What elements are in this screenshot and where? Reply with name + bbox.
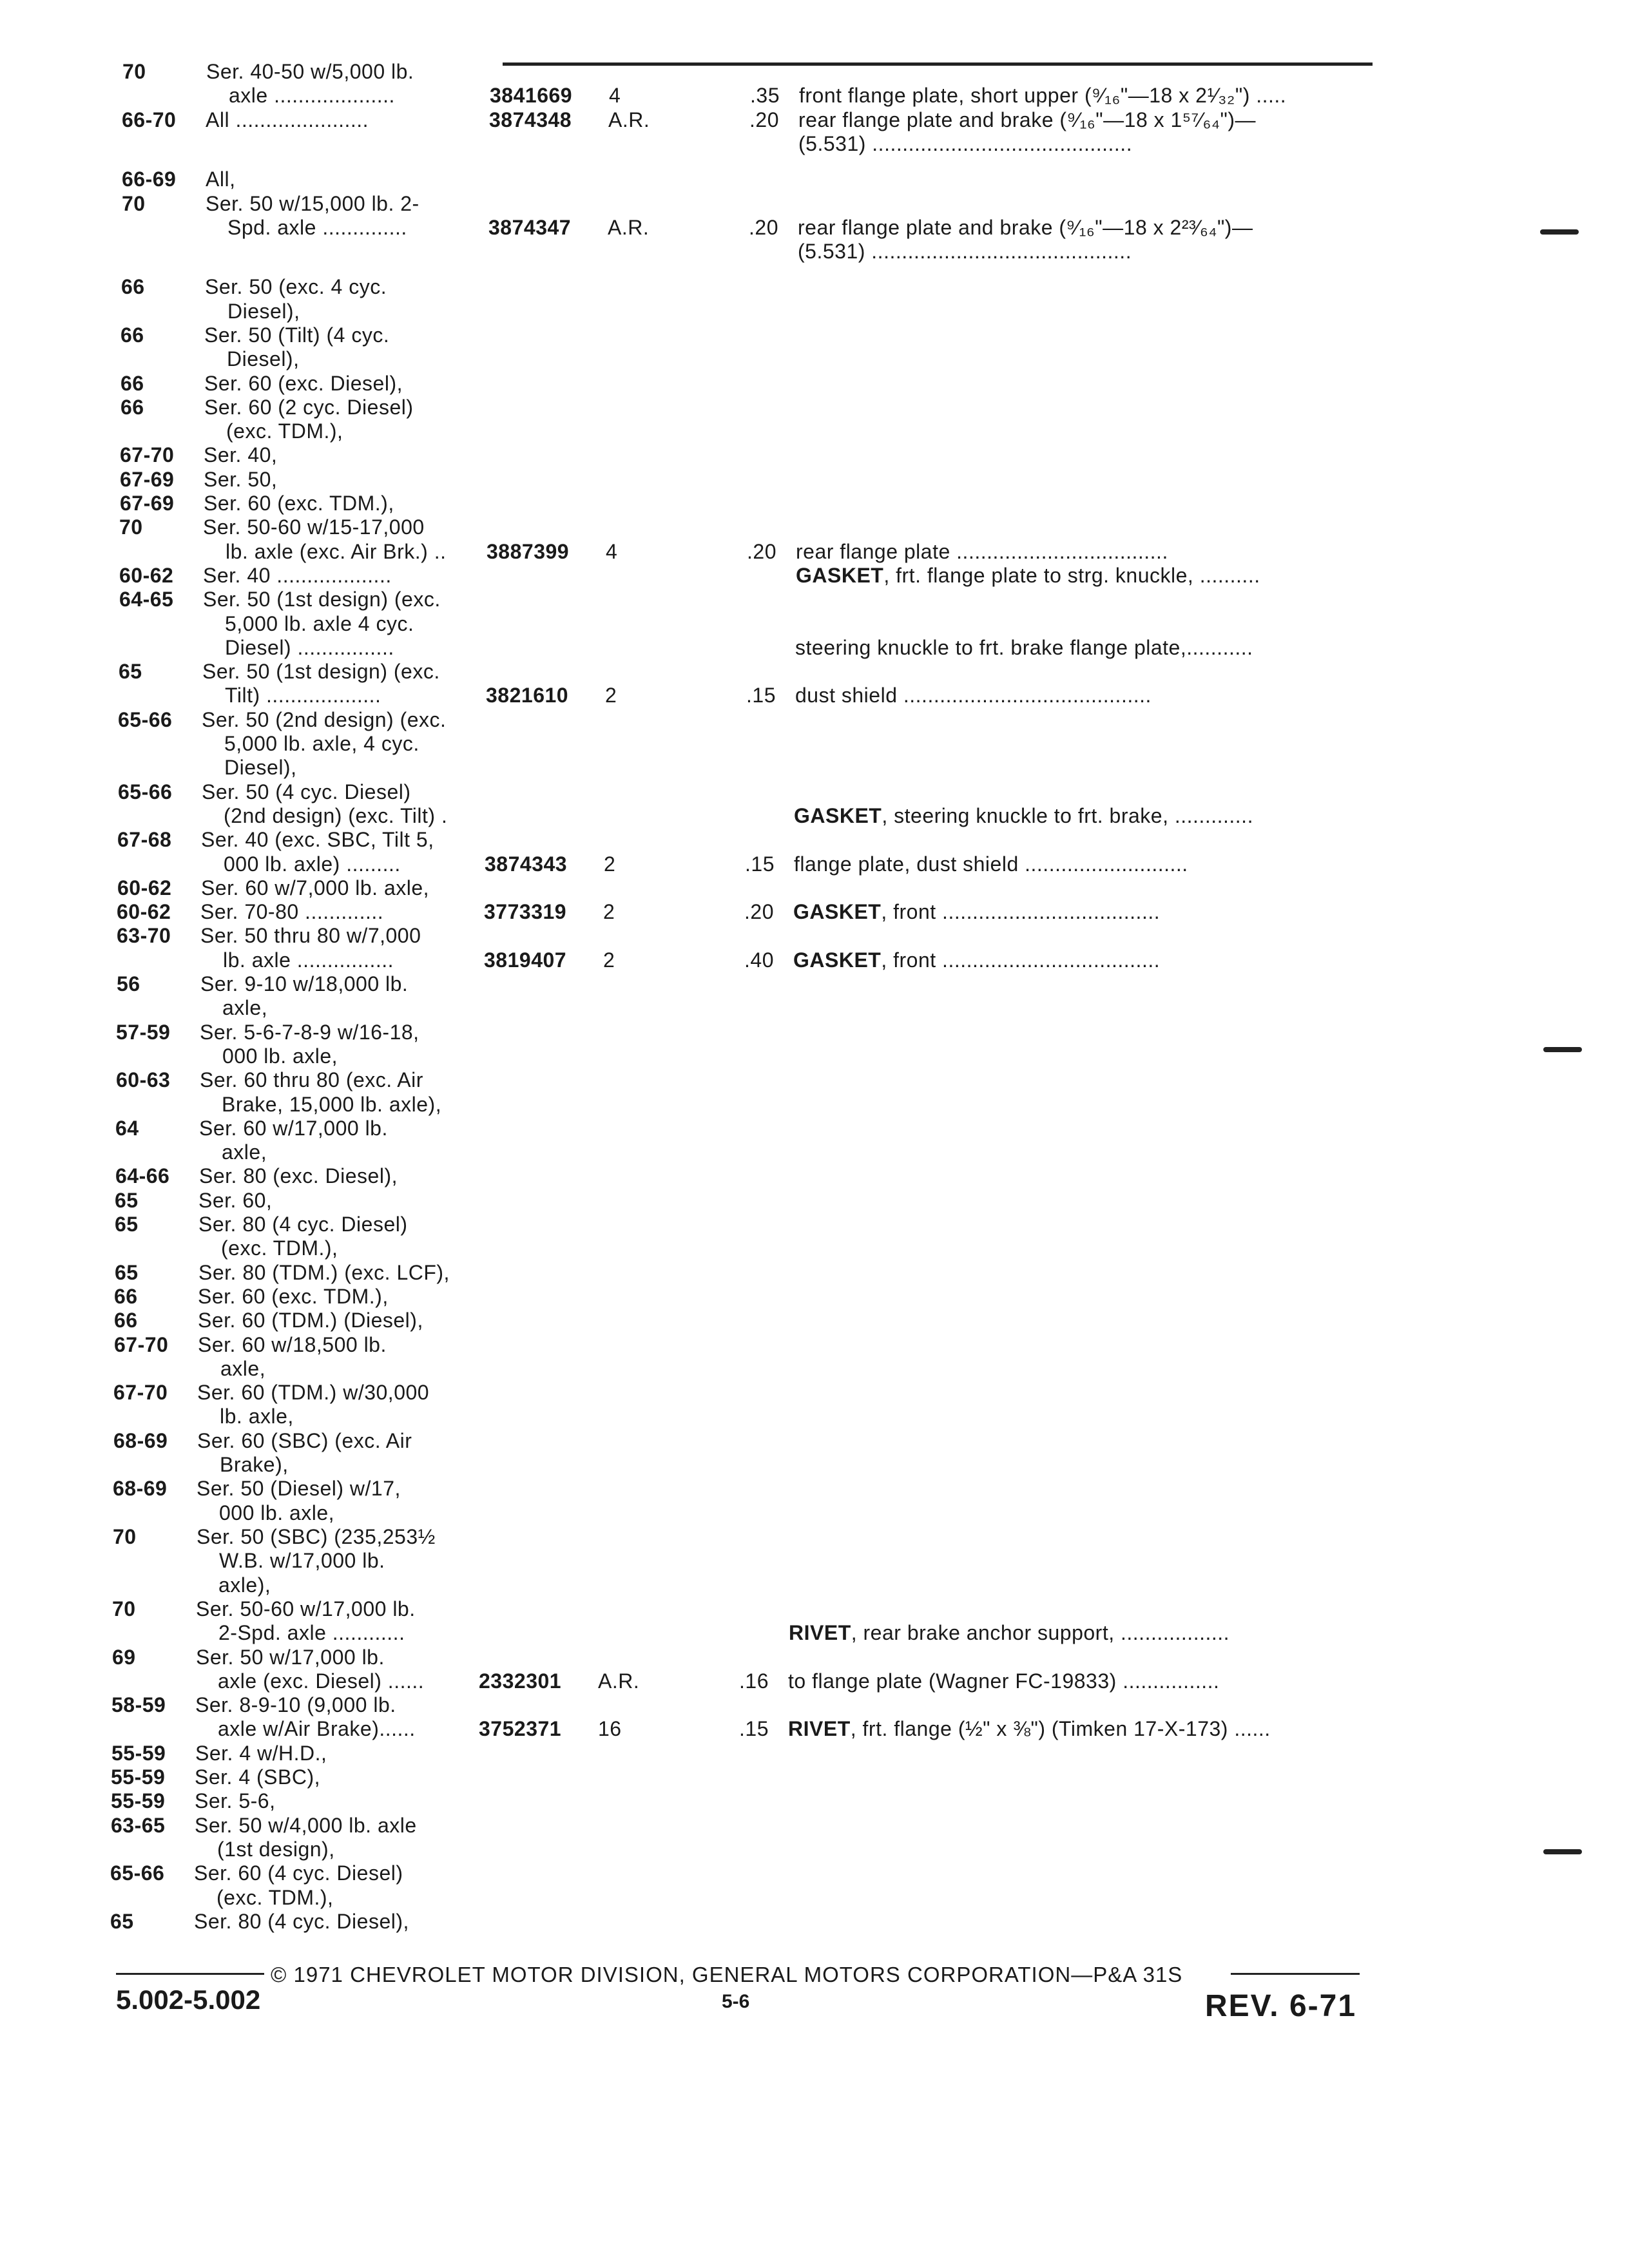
part-number: 3773319 <box>484 900 567 923</box>
table-row <box>0 1068 1629 1092</box>
table-row <box>0 900 1629 924</box>
table-row <box>0 1646 1629 1669</box>
model-year: 66-70 <box>122 108 177 131</box>
application: Diesel), <box>227 347 300 370</box>
model-year: 65 <box>115 1189 139 1212</box>
model-year: 65 <box>115 1213 139 1236</box>
part-keyword: GASKET <box>794 804 882 827</box>
application: Ser. 50 (SBC) (235,253½ <box>197 1525 436 1548</box>
table-row <box>0 396 1629 419</box>
model-year: 66 <box>114 1309 138 1332</box>
application: Ser. 40 (exc. SBC, Tilt 5, <box>201 828 434 851</box>
table-row <box>0 1405 1629 1428</box>
model-year: 66 <box>120 323 144 347</box>
application: Spd. axle .............. <box>227 216 407 239</box>
part-description: RIVET, rear brake anchor support, .................. <box>789 1621 1230 1644</box>
table-row <box>0 1189 1629 1213</box>
table-row <box>0 1453 1629 1477</box>
application: Ser. 40-50 w/5,000 lb. <box>206 60 414 83</box>
part-number: 3752371 <box>479 1717 562 1740</box>
application: axle .................... <box>229 84 395 107</box>
application: Ser. 50-60 w/17,000 lb. <box>196 1597 416 1620</box>
model-year: 66 <box>114 1285 138 1308</box>
application: Ser. 50 w/17,000 lb. <box>196 1646 385 1669</box>
footer-page-number: 5-6 <box>722 1991 750 2012</box>
application: Ser. 60 (TDM.) (Diesel), <box>198 1309 423 1332</box>
model-year: 60-63 <box>116 1068 171 1091</box>
table-row <box>0 240 1629 264</box>
table-row <box>0 948 1629 972</box>
model-year: 67-70 <box>113 1381 168 1404</box>
table-row <box>0 1549 1629 1573</box>
model-year: 65 <box>115 1261 139 1284</box>
application: Ser. 5-6-7-8-9 w/16-18, <box>200 1021 419 1044</box>
application: Ser. 60 w/17,000 lb. <box>199 1117 388 1140</box>
application: 000 lb. axle, <box>219 1501 335 1524</box>
application: Ser. 5-6, <box>195 1789 276 1812</box>
application: lb. axle, <box>220 1405 294 1428</box>
table-row <box>0 756 1629 780</box>
part-description: dust shield ......................................... <box>795 684 1152 707</box>
table-row <box>0 852 1629 876</box>
unit-price: .40 <box>744 948 774 972</box>
binding-mark <box>1540 229 1579 235</box>
table-row <box>0 168 1629 191</box>
part-description: (5.531) ........................................... <box>798 240 1132 263</box>
table-row <box>0 108 1629 132</box>
footer-copyright: © 1971 CHEVROLET MOTOR DIVISION, GENERAL MOTORS CORPORATION—P&A 31S <box>271 1963 1183 1986</box>
model-year: 57-59 <box>116 1021 171 1044</box>
application: Ser. 60 (TDM.) w/30,000 <box>197 1381 430 1404</box>
table-row <box>0 564 1629 588</box>
model-year: 68-69 <box>113 1477 168 1500</box>
table-row <box>0 1236 1629 1260</box>
application: All, <box>206 168 236 191</box>
table-row <box>0 1717 1629 1741</box>
model-year: 68-69 <box>113 1429 168 1452</box>
quantity: 2 <box>604 852 616 876</box>
table-row <box>0 216 1629 240</box>
table-row <box>0 1886 1629 1910</box>
table-row <box>0 1285 1629 1309</box>
table-row <box>0 323 1629 347</box>
unit-price: .20 <box>749 108 779 131</box>
table-row <box>0 1742 1629 1765</box>
application: Ser. 40, <box>204 443 278 466</box>
application: Ser. 40 ................... <box>203 564 392 587</box>
application: Ser. 50 w/4,000 lb. axle <box>195 1814 417 1837</box>
unit-price: .15 <box>739 1717 769 1740</box>
unit-price: .35 <box>750 84 780 107</box>
application: axle, <box>220 1357 266 1380</box>
part-number: 2332301 <box>479 1669 562 1693</box>
model-year: 70 <box>112 1597 136 1620</box>
table-row <box>0 804 1629 828</box>
application: Ser. 50 (1st design) (exc. <box>202 660 440 683</box>
table-row <box>0 1525 1629 1549</box>
table-row <box>0 468 1629 492</box>
model-year: 63-70 <box>117 924 171 947</box>
table-row <box>0 1357 1629 1381</box>
application: Ser. 70-80 ............. <box>200 900 384 923</box>
application: lb. axle (exc. Air Brk.) .. <box>226 540 447 563</box>
table-row <box>0 684 1629 707</box>
footer-section: 5.002-5.002 <box>116 1984 261 2015</box>
table-row <box>0 1140 1629 1164</box>
application: Ser. 4 w/H.D., <box>195 1742 327 1765</box>
table-row <box>0 1573 1629 1597</box>
table-row <box>0 612 1629 636</box>
table-row <box>0 924 1629 948</box>
part-number: 3819407 <box>484 948 567 972</box>
table-row <box>0 443 1629 467</box>
application: All ...................... <box>206 108 369 131</box>
quantity: 4 <box>609 84 621 107</box>
table-row <box>0 708 1629 732</box>
table-row <box>0 1429 1629 1453</box>
application: Ser. 9-10 w/18,000 lb. <box>200 972 409 995</box>
application: W.B. w/17,000 lb. <box>219 1549 385 1572</box>
application: 000 lb. axle) ......... <box>224 852 401 876</box>
model-year: 64-66 <box>115 1164 170 1187</box>
unit-price: .15 <box>745 852 775 876</box>
table-row <box>0 275 1629 299</box>
model-year: 55-59 <box>111 1789 166 1812</box>
model-year: 66-69 <box>122 168 177 191</box>
part-keyword: GASKET <box>796 564 884 587</box>
model-year: 70 <box>119 515 143 539</box>
model-year: 66 <box>120 396 144 419</box>
application: Ser. 50 (4 cyc. Diesel) <box>202 780 411 803</box>
model-year: 69 <box>112 1646 136 1669</box>
table-row <box>0 1814 1629 1838</box>
application: (1st design), <box>217 1838 335 1861</box>
table-row <box>0 1838 1629 1861</box>
table-row <box>0 492 1629 515</box>
model-year: 56 <box>117 972 140 995</box>
unit-price: .16 <box>739 1669 769 1693</box>
application: 5,000 lb. axle, 4 cyc. <box>224 732 419 755</box>
part-number: 3887399 <box>487 540 570 563</box>
model-year: 60-62 <box>119 564 174 587</box>
table-row <box>0 1164 1629 1188</box>
part-description: GASKET, front .................................... <box>793 948 1161 972</box>
application: Ser. 60 (exc. TDM.), <box>204 492 394 515</box>
part-number: 3874348 <box>489 108 572 131</box>
application: axle, <box>222 1140 267 1164</box>
model-year: 67-69 <box>120 468 175 491</box>
table-row <box>0 1669 1629 1693</box>
application: Ser. 50 w/15,000 lb. 2- <box>206 192 419 215</box>
model-year: 65 <box>119 660 142 683</box>
model-year: 67-70 <box>114 1333 169 1356</box>
table-row <box>0 347 1629 371</box>
table-row <box>0 1213 1629 1236</box>
table-row <box>0 660 1629 684</box>
model-year: 66 <box>120 372 144 395</box>
unit-price: .20 <box>747 540 776 563</box>
application: (exc. TDM.), <box>226 419 343 443</box>
quantity: A.R. <box>608 108 650 131</box>
quantity: A.R. <box>598 1669 640 1693</box>
table-row <box>0 132 1629 156</box>
table-row <box>0 1333 1629 1357</box>
model-year: 58-59 <box>111 1693 166 1716</box>
application: Ser. 50 (Tilt) (4 cyc. <box>204 323 390 347</box>
table-row <box>0 1309 1629 1332</box>
application: Ser. 80 (exc. Diesel), <box>199 1164 398 1187</box>
table-row <box>0 828 1629 852</box>
table-row <box>0 996 1629 1020</box>
table-row <box>0 1861 1629 1885</box>
application: Ser. 60 w/7,000 lb. axle, <box>201 876 430 899</box>
application: Ser. 60 w/18,500 lb. <box>198 1333 387 1356</box>
binding-mark <box>1543 1047 1582 1052</box>
quantity: 2 <box>603 900 615 923</box>
part-description: GASKET, steering knuckle to frt. brake, ............. <box>794 804 1253 827</box>
table-row <box>0 60 1629 84</box>
table-row <box>0 372 1629 396</box>
part-keyword: GASKET <box>793 900 882 923</box>
table-row <box>0 1621 1629 1645</box>
unit-price: .15 <box>746 684 776 707</box>
table-row <box>0 1381 1629 1405</box>
part-number: 3821610 <box>486 684 569 707</box>
application: Diesel) ................ <box>225 636 394 659</box>
quantity: 4 <box>606 540 618 563</box>
quantity: 2 <box>603 948 615 972</box>
application: Brake), <box>220 1453 289 1476</box>
model-year: 70 <box>113 1525 137 1548</box>
application: Ser. 80 (TDM.) (exc. LCF), <box>198 1261 450 1284</box>
unit-price: .20 <box>744 900 774 923</box>
table-row <box>0 1117 1629 1140</box>
model-year: 60-62 <box>117 900 171 923</box>
application: 5,000 lb. axle 4 cyc. <box>225 612 414 635</box>
part-description: rear flange plate and brake (⁹⁄₁₆"—18 x 1⁵⁷⁄₆₄")— <box>798 108 1256 131</box>
model-year: 65-66 <box>118 780 173 803</box>
application: Ser. 60, <box>198 1189 273 1212</box>
table-row <box>0 540 1629 564</box>
application: axle (exc. Diesel) ...... <box>218 1669 425 1693</box>
table-row <box>0 732 1629 756</box>
table-row <box>0 1044 1629 1068</box>
application: Brake, 15,000 lb. axle), <box>222 1093 442 1116</box>
table-row <box>0 588 1629 611</box>
table-row <box>0 1789 1629 1813</box>
table-row <box>0 300 1629 323</box>
model-year: 65-66 <box>118 708 173 731</box>
application: lb. axle ................ <box>223 948 394 972</box>
application: axle), <box>218 1573 271 1597</box>
table-row <box>0 1477 1629 1501</box>
application: Ser. 50 (exc. 4 cyc. <box>205 275 387 298</box>
part-description: (5.531) ........................................... <box>798 132 1133 155</box>
part-description: steering knuckle to frt. brake flange plate,........... <box>795 636 1253 659</box>
model-year: 67-70 <box>120 443 175 466</box>
model-year: 65 <box>110 1910 134 1933</box>
binding-mark <box>1543 1849 1582 1854</box>
part-number: 3874347 <box>488 216 572 239</box>
table-row <box>0 780 1629 804</box>
part-number: 3841669 <box>490 84 573 107</box>
table-row <box>0 1093 1629 1117</box>
model-year: 67-68 <box>117 828 172 851</box>
application: Ser. 8-9-10 (9,000 lb. <box>195 1693 396 1716</box>
footer-revision: REV. 6-71 <box>1205 1989 1357 2023</box>
table-row <box>0 515 1629 539</box>
application: Ser. 4 (SBC), <box>195 1765 320 1789</box>
application: (exc. TDM.), <box>221 1236 338 1260</box>
application: Ser. 60 thru 80 (exc. Air <box>200 1068 423 1091</box>
quantity: 2 <box>605 684 617 707</box>
unit-price: .20 <box>749 216 778 239</box>
part-description: front flange plate, short upper (⁹⁄₁₆"—18 x 2¹⁄₃₂") ..... <box>799 84 1287 107</box>
application: (2nd design) (exc. Tilt) . <box>224 804 448 827</box>
application: axle w/Air Brake)...... <box>218 1717 416 1740</box>
quantity: 16 <box>598 1717 622 1740</box>
part-description: to flange plate (Wagner FC-19833) ................ <box>788 1669 1220 1693</box>
application: Ser. 50 (2nd design) (exc. <box>202 708 447 731</box>
table-row <box>0 419 1629 443</box>
part-keyword: GASKET <box>793 948 882 972</box>
table-row <box>0 636 1629 660</box>
application: Diesel), <box>227 300 300 323</box>
part-description: rear flange plate ................................... <box>796 540 1168 563</box>
table-row <box>0 1021 1629 1044</box>
application: 2-Spd. axle ............ <box>218 1621 405 1644</box>
table-row <box>0 1910 1629 1934</box>
application: Ser. 60 (exc. TDM.), <box>198 1285 389 1308</box>
model-year: 64 <box>115 1117 139 1140</box>
table-row <box>0 1261 1629 1285</box>
model-year: 55-59 <box>111 1765 166 1789</box>
table-row <box>0 192 1629 216</box>
model-year: 60-62 <box>117 876 172 899</box>
quantity: A.R. <box>608 216 650 239</box>
table-row <box>0 876 1629 900</box>
part-description: flange plate, dust shield ........................... <box>794 852 1188 876</box>
application: axle, <box>222 996 268 1019</box>
application: Ser. 50 (1st design) (exc. <box>203 588 441 611</box>
table-row <box>0 1597 1629 1621</box>
part-description: GASKET, frt. flange plate to strg. knuckle, .......... <box>796 564 1260 587</box>
table-row <box>0 1501 1629 1525</box>
application: 000 lb. axle, <box>222 1044 338 1068</box>
footer-rule-right <box>1231 1973 1360 1975</box>
application: Ser. 60 (exc. Diesel), <box>204 372 403 395</box>
model-year: 70 <box>122 60 146 83</box>
application: Ser. 60 (4 cyc. Diesel) <box>194 1861 403 1885</box>
part-description: GASKET, front .................................... <box>793 900 1161 923</box>
model-year: 63-65 <box>111 1814 166 1837</box>
application: Diesel), <box>224 756 297 779</box>
application: Ser. 50-60 w/15-17,000 <box>203 515 425 539</box>
table-row <box>0 84 1629 108</box>
application: Ser. 60 (2 cyc. Diesel) <box>204 396 414 419</box>
part-keyword: RIVET <box>788 1717 851 1740</box>
table-row <box>0 972 1629 996</box>
part-description: RIVET, frt. flange (½" x ⅜") (Timken 17-X-173) ...... <box>788 1717 1271 1740</box>
application: Ser. 80 (4 cyc. Diesel), <box>194 1910 409 1933</box>
model-year: 70 <box>122 192 146 215</box>
table-row <box>0 1765 1629 1789</box>
part-keyword: RIVET <box>789 1621 851 1644</box>
model-year: 66 <box>121 275 145 298</box>
application: Ser. 50, <box>204 468 278 491</box>
application: Ser. 80 (4 cyc. Diesel) <box>198 1213 408 1236</box>
model-year: 67-69 <box>120 492 175 515</box>
model-year: 64-65 <box>119 588 174 611</box>
part-number: 3874343 <box>485 852 568 876</box>
footer-rule-left <box>116 1973 264 1975</box>
model-year: 65-66 <box>110 1861 165 1885</box>
table-row <box>0 1693 1629 1717</box>
application: Ser. 60 (SBC) (exc. Air <box>197 1429 412 1452</box>
application: Ser. 50 thru 80 w/7,000 <box>200 924 421 947</box>
application: Ser. 50 (Diesel) w/17, <box>197 1477 401 1500</box>
part-description: rear flange plate and brake (⁹⁄₁₆"—18 x 2²³⁄₆₄")— <box>798 216 1253 239</box>
model-year: 55-59 <box>111 1742 166 1765</box>
application: (exc. TDM.), <box>217 1886 334 1909</box>
application: Tilt) ................... <box>225 684 381 707</box>
